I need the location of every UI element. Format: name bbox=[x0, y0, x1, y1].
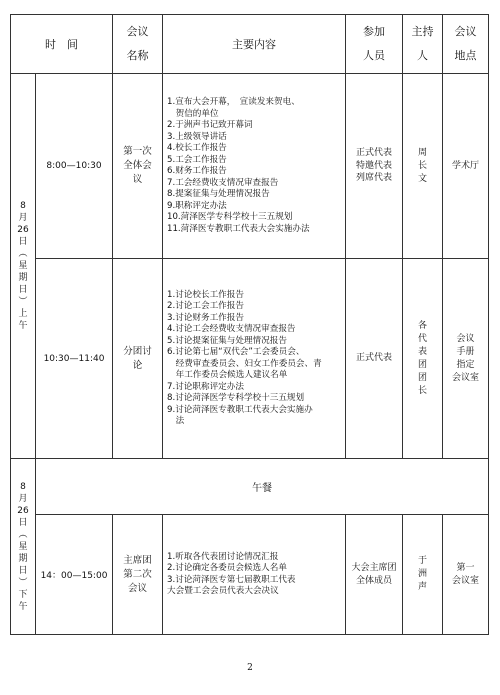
agenda-item: 11.菏泽医专教职工代表大会实施办法 bbox=[167, 223, 310, 234]
agenda-item: 贺信的单位 bbox=[167, 108, 219, 119]
agenda-item: 经费审查委员会、妇女工作委员会、青 bbox=[167, 358, 322, 369]
content-cell bbox=[163, 259, 346, 459]
agenda-item: 7.讨论职称评定办法 bbox=[167, 381, 244, 392]
host-char: 表 bbox=[417, 346, 427, 357]
location-line: 第一 bbox=[456, 563, 475, 573]
agenda-item: 2.于洲声书记致开幕词 bbox=[167, 120, 253, 130]
date-cell-afternoon bbox=[11, 459, 36, 635]
host-char: 洲 bbox=[417, 569, 427, 579]
time-cell: 14：00—15:00 bbox=[36, 515, 113, 635]
header-participants bbox=[346, 15, 403, 74]
participants-cell bbox=[346, 74, 403, 259]
participant-line: 特邀代表 bbox=[355, 160, 392, 171]
meeting-name-line: 第一次 bbox=[123, 146, 152, 157]
agenda-list bbox=[167, 97, 341, 235]
agenda-item: 8.讨论菏泽医学专科学校十三五规划 bbox=[167, 393, 305, 403]
meeting-name-cell bbox=[113, 259, 163, 459]
date-char: ︵ bbox=[18, 249, 28, 259]
date-char: 星 bbox=[18, 541, 28, 552]
host-char: 团 bbox=[417, 359, 427, 370]
host-char: 长 bbox=[417, 385, 427, 396]
host-char: 团 bbox=[417, 372, 427, 383]
meeting-name-cell bbox=[113, 74, 163, 259]
meeting-name-line: 分团讨 bbox=[123, 345, 152, 357]
date-char: 期 bbox=[18, 273, 28, 283]
location-cell: 学术厅 bbox=[443, 74, 489, 259]
date-char: 日 bbox=[18, 237, 28, 247]
date-char: 26 bbox=[17, 505, 29, 516]
date-char: 26 bbox=[17, 225, 29, 235]
date-cell-morning bbox=[11, 74, 36, 459]
header-location bbox=[443, 15, 489, 74]
date-char: 下 bbox=[18, 589, 28, 600]
location-line: 手册 bbox=[456, 346, 475, 357]
host-cell bbox=[403, 515, 443, 635]
location-cell bbox=[443, 515, 489, 635]
host-char: 于 bbox=[417, 556, 427, 566]
host-char: 各 bbox=[417, 320, 427, 331]
participant-line: 大会主席团 bbox=[351, 563, 397, 573]
session-row-3 bbox=[11, 515, 489, 635]
meeting-name-line: 会议 bbox=[127, 582, 147, 594]
header-meeting-name-line1: 会议 bbox=[126, 25, 149, 38]
content-cell bbox=[163, 515, 346, 635]
lunch-cell: 午餐 bbox=[36, 459, 489, 515]
date-char: 期 bbox=[18, 553, 28, 564]
location-line: 会议室 bbox=[451, 575, 479, 586]
header-host bbox=[403, 15, 443, 74]
header-row bbox=[11, 15, 489, 74]
meeting-name-line: 全体会 bbox=[123, 160, 152, 171]
agenda-item: 2.讨论工会工作报告 bbox=[167, 301, 244, 311]
date-char: 8 bbox=[20, 481, 26, 492]
participants-cell bbox=[346, 515, 403, 635]
host-char: 代 bbox=[417, 333, 427, 344]
agenda-item: 1.宣布大会开幕， 宣读发来贺电、 bbox=[167, 97, 300, 107]
date-char: 午 bbox=[18, 321, 28, 331]
header-location-line2: 地点 bbox=[454, 49, 477, 62]
header-participants-line1: 参加 bbox=[363, 25, 385, 38]
date-char: 日 bbox=[18, 517, 28, 528]
agenda-item: 大会暨工会会员代表大会决议 bbox=[167, 586, 279, 596]
date-char: ︶ bbox=[18, 297, 28, 307]
agenda-item: 2.讨论确定各委员会候选人名单 bbox=[167, 563, 287, 573]
agenda-item: 4.讨论工会经费收支情况审查报告 bbox=[167, 324, 296, 334]
host-char: 周 bbox=[417, 147, 427, 158]
session-row-2 bbox=[11, 259, 489, 459]
header-content: 主要内容 bbox=[163, 15, 346, 74]
page-number: 2 bbox=[247, 663, 253, 673]
host-cell bbox=[403, 74, 443, 259]
header-participants-line2: 人员 bbox=[363, 49, 385, 62]
header-location-line1: 会议 bbox=[454, 25, 477, 38]
host-char: 声 bbox=[417, 582, 427, 592]
date-char: ︶ bbox=[18, 577, 28, 588]
header-meeting-name-line2: 名称 bbox=[126, 49, 149, 62]
date-char: 日 bbox=[18, 285, 28, 295]
agenda-item: 9.职称评定办法 bbox=[167, 200, 227, 211]
agenda-item: 3.上级领导讲话 bbox=[167, 131, 227, 142]
header-host-line2: 人 bbox=[417, 49, 428, 62]
location-line: 指定 bbox=[456, 359, 475, 370]
meeting-name-cell bbox=[113, 515, 163, 635]
agenda-item: 6.财务工作报告 bbox=[167, 166, 227, 176]
lunch-row bbox=[11, 459, 489, 515]
agenda-item: 4.校长工作报告 bbox=[167, 143, 227, 153]
meeting-name-line: 第二次 bbox=[123, 568, 152, 580]
agenda-item: 7.工会经费收支情况审查报告 bbox=[167, 177, 279, 188]
agenda-item: 8.提案征集与处理情况报告 bbox=[167, 189, 270, 199]
date-char: ︵ bbox=[18, 529, 28, 540]
time-cell: 8:00—10:30 bbox=[36, 74, 113, 259]
agenda-item: 10.菏泽医学专科学校十三五规划 bbox=[167, 212, 293, 222]
participant-line: 正式代表 bbox=[355, 148, 392, 159]
agenda-list bbox=[167, 290, 341, 428]
date-char: 月 bbox=[18, 493, 28, 504]
time-cell: 10:30—11:40 bbox=[36, 259, 113, 459]
agenda-item: 1.讨论校长工作报告 bbox=[167, 289, 244, 300]
agenda-item: 法 bbox=[167, 416, 185, 426]
agenda-item: 3.讨论菏泽医专第七届教职工代表 bbox=[167, 574, 296, 585]
header-time: 时 间 bbox=[11, 15, 113, 74]
location-cell bbox=[443, 259, 489, 459]
header-host-line1: 主持 bbox=[411, 25, 434, 38]
date-char: 8 bbox=[20, 201, 26, 211]
agenda-item: 年工作委员会候选人建议名单 bbox=[167, 370, 288, 380]
meeting-name-line: 议 bbox=[132, 174, 143, 185]
meeting-name-line: 主席团 bbox=[123, 554, 152, 566]
agenda-item: 5.讨论提案征集与处理情况报告 bbox=[167, 335, 287, 346]
host-cell bbox=[403, 259, 443, 459]
date-char: 午 bbox=[18, 601, 28, 612]
date-char: 月 bbox=[18, 213, 28, 223]
agenda-item: 6.讨论第七届“双代会”工会委员会、 bbox=[167, 347, 305, 357]
agenda-list bbox=[167, 552, 341, 598]
date-char: 上 bbox=[18, 309, 28, 319]
location-line: 会议室 bbox=[451, 372, 479, 383]
header-meeting-name bbox=[113, 15, 163, 74]
content-cell bbox=[163, 74, 346, 259]
participants-cell: 正式代表 bbox=[346, 259, 403, 459]
agenda-item: 5.工会工作报告 bbox=[167, 154, 227, 165]
schedule-table bbox=[10, 14, 489, 635]
session-row-1 bbox=[11, 74, 489, 259]
participant-line: 列席代表 bbox=[355, 173, 392, 184]
location-line: 会议 bbox=[456, 333, 475, 344]
agenda-item: 3.讨论财务工作报告 bbox=[167, 312, 244, 323]
meeting-name-line: 论 bbox=[132, 359, 143, 371]
date-char: 日 bbox=[18, 565, 28, 576]
agenda-item: 1.听取各代表团讨论情况汇报 bbox=[167, 551, 279, 562]
host-char: 长 bbox=[417, 160, 427, 171]
agenda-item: 9.讨论菏泽医专教职工代表大会实施办 bbox=[167, 404, 313, 415]
participant-line: 全体成员 bbox=[355, 575, 392, 586]
date-char: 星 bbox=[18, 261, 28, 271]
host-char: 文 bbox=[417, 173, 427, 184]
